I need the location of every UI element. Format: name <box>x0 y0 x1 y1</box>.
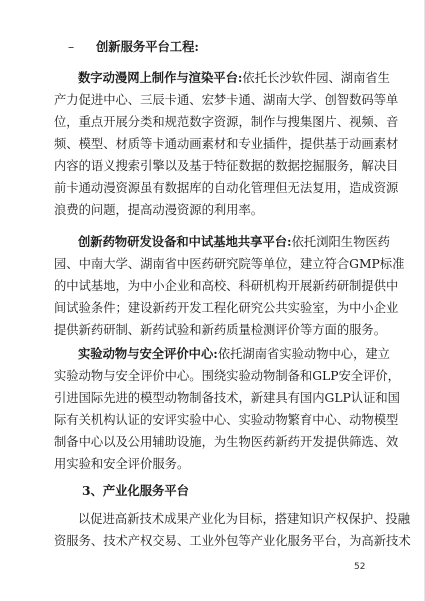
paragraph-line: 产力促进中心、三辰卡通、宏梦卡通、湖南大学、创智数码等单 <box>54 93 399 107</box>
paragraph-line: 引进国际先进的模型动物制备技术，新建具有国内GLP认证和国 <box>54 391 400 405</box>
paragraph-line: 际有关机构认证的安评实验中心、实验动物繁育中心、动物模型 <box>54 413 399 427</box>
paragraph-line: 内容的语义搜索引擎以及基于特征数据的数据挖掘服务，解决目 <box>54 159 399 173</box>
paragraph-industrialization <box>54 508 411 552</box>
paragraph-line: 实验动物与安全评价中心。围绕实验动物制备和GLP安全评价， <box>54 369 400 383</box>
paragraph-line: 实验动物与安全评价中心:依托湖南省实验动物中心，建立 <box>78 346 390 361</box>
heading-title: 创新服务平台工程: <box>96 39 199 54</box>
subsection-heading: 3、产业化服务平台 <box>82 483 189 498</box>
heading-dash: – <box>68 40 75 54</box>
paragraph-line: 数字动漫网上制作与渲染平台:依托长沙软件园、湖南省生 <box>78 70 390 85</box>
paragraph-line: 资服务、技术产权交易、工业外包等产业化服务平台，为高新技术 <box>54 534 411 548</box>
paragraph-line: 用实验和安全评价服务。 <box>54 457 190 471</box>
paragraph-drug-research <box>54 231 405 341</box>
section-heading <box>68 36 199 58</box>
paragraph-line: 位，重点开展分类和规范数字资源，制作与搜集图片、视频、音 <box>54 115 399 129</box>
paragraph-line: 的中试基地，为中小企业和高校、科研机构开展新药研制提供中 <box>54 279 399 293</box>
paragraph-lead: 创新药物研发设备和中试基地共享平台: <box>78 234 292 249</box>
paragraph-line: 以促进高新技术成果产业化为目标，搭建知识产权保护、投融 <box>78 512 411 526</box>
paragraph-line: 间试验条件；建设新药开发工程化研究公共实验室，为中小企业 <box>54 301 399 315</box>
paragraph-lead: 实验动物与安全评价中心: <box>78 346 218 361</box>
paragraph-digital-animation <box>54 67 399 221</box>
page-number: 52 <box>354 562 366 572</box>
paragraph-lab-animals <box>54 343 400 475</box>
paragraph-line: 创新药物研发设备和中试基地共享平台:依托浏阳生物医药 <box>78 234 390 249</box>
paragraph-line: 前卡通动漫资源虽有数据库的自动化管理但无法复用，造成资源 <box>54 181 399 195</box>
paragraph-line: 制备中心以及公用辅助设施，为生物医药新药开发提供筛选、效 <box>54 435 399 449</box>
paragraph-line: 提供新药研制、新药试验和新药质量检测评价等方面的服务。 <box>54 323 387 337</box>
paragraph-line: 园、中南大学、湖南省中医药研究院等单位，建立符合GMP标准 <box>54 257 405 271</box>
paragraph-line: 浪费的问题，提高动漫资源的利用率。 <box>54 203 264 217</box>
paragraph-lead: 数字动漫网上制作与渲染平台: <box>78 70 243 85</box>
paragraph-line: 频、模型、材质等卡通动画素材和专业插件，提供基于动画素材 <box>54 137 399 151</box>
